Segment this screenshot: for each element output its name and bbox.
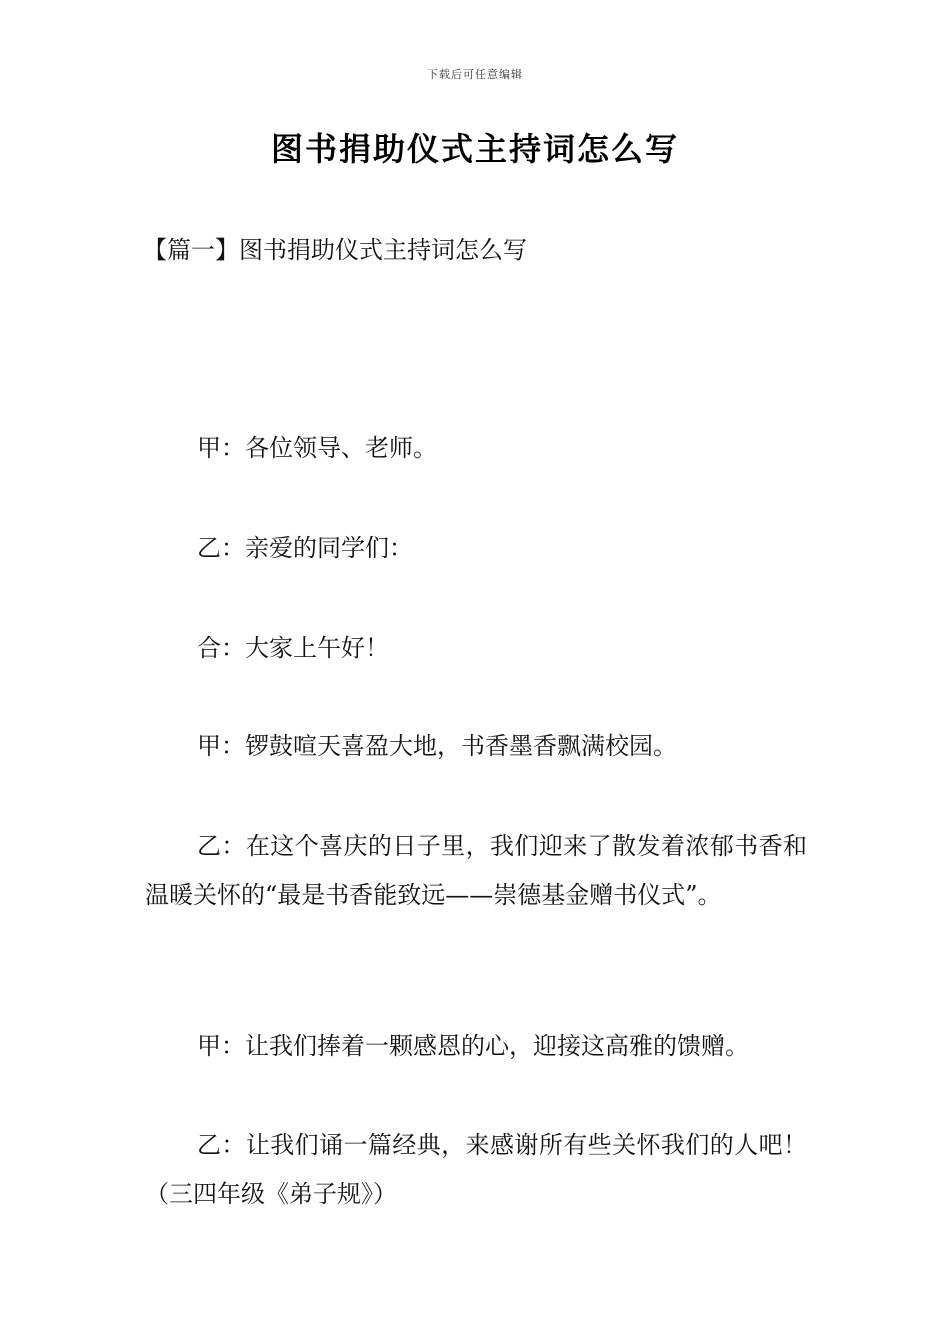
paragraph-block-6 [145, 1022, 807, 1071]
paragraph-block-1 [145, 424, 807, 473]
paragraph: 乙：让我们诵一篇经典，来感谢所有些关怀我们的人吧！（三四年级《弟子规》） [145, 1131, 807, 1208]
paragraph: 甲：让我们捧着一颗感恩的心，迎接这高雅的馈赠。 [197, 1032, 749, 1060]
paragraph-block-4 [145, 722, 807, 771]
paragraph: 甲：锣鼓喧天喜盈大地，书香墨香飘满校园。 [197, 732, 677, 760]
section-heading: 【篇一】图书捐助仪式主持词怎么写 [143, 236, 527, 264]
paragraph-block-7 [145, 1121, 807, 1219]
paragraph: 乙：在这个喜庆的日子里，我们迎来了散发着浓郁书香和温暖关怀的“最是书香能致远——崇德基金赠书仪式”。 [145, 832, 807, 909]
paragraph-block-3 [145, 624, 807, 673]
paragraph: 乙：亲爱的同学们： [197, 534, 413, 562]
paragraph: 甲：各位领导、老师。 [197, 434, 437, 462]
paragraph-block-5 [145, 822, 807, 920]
paragraph-block-2 [145, 524, 807, 573]
paragraph: 合：大家上午好！ [197, 634, 389, 662]
header-note: 下载后可任意编辑 [427, 68, 523, 81]
document-title: 图书捐助仪式主持词怎么写 [270, 130, 679, 168]
